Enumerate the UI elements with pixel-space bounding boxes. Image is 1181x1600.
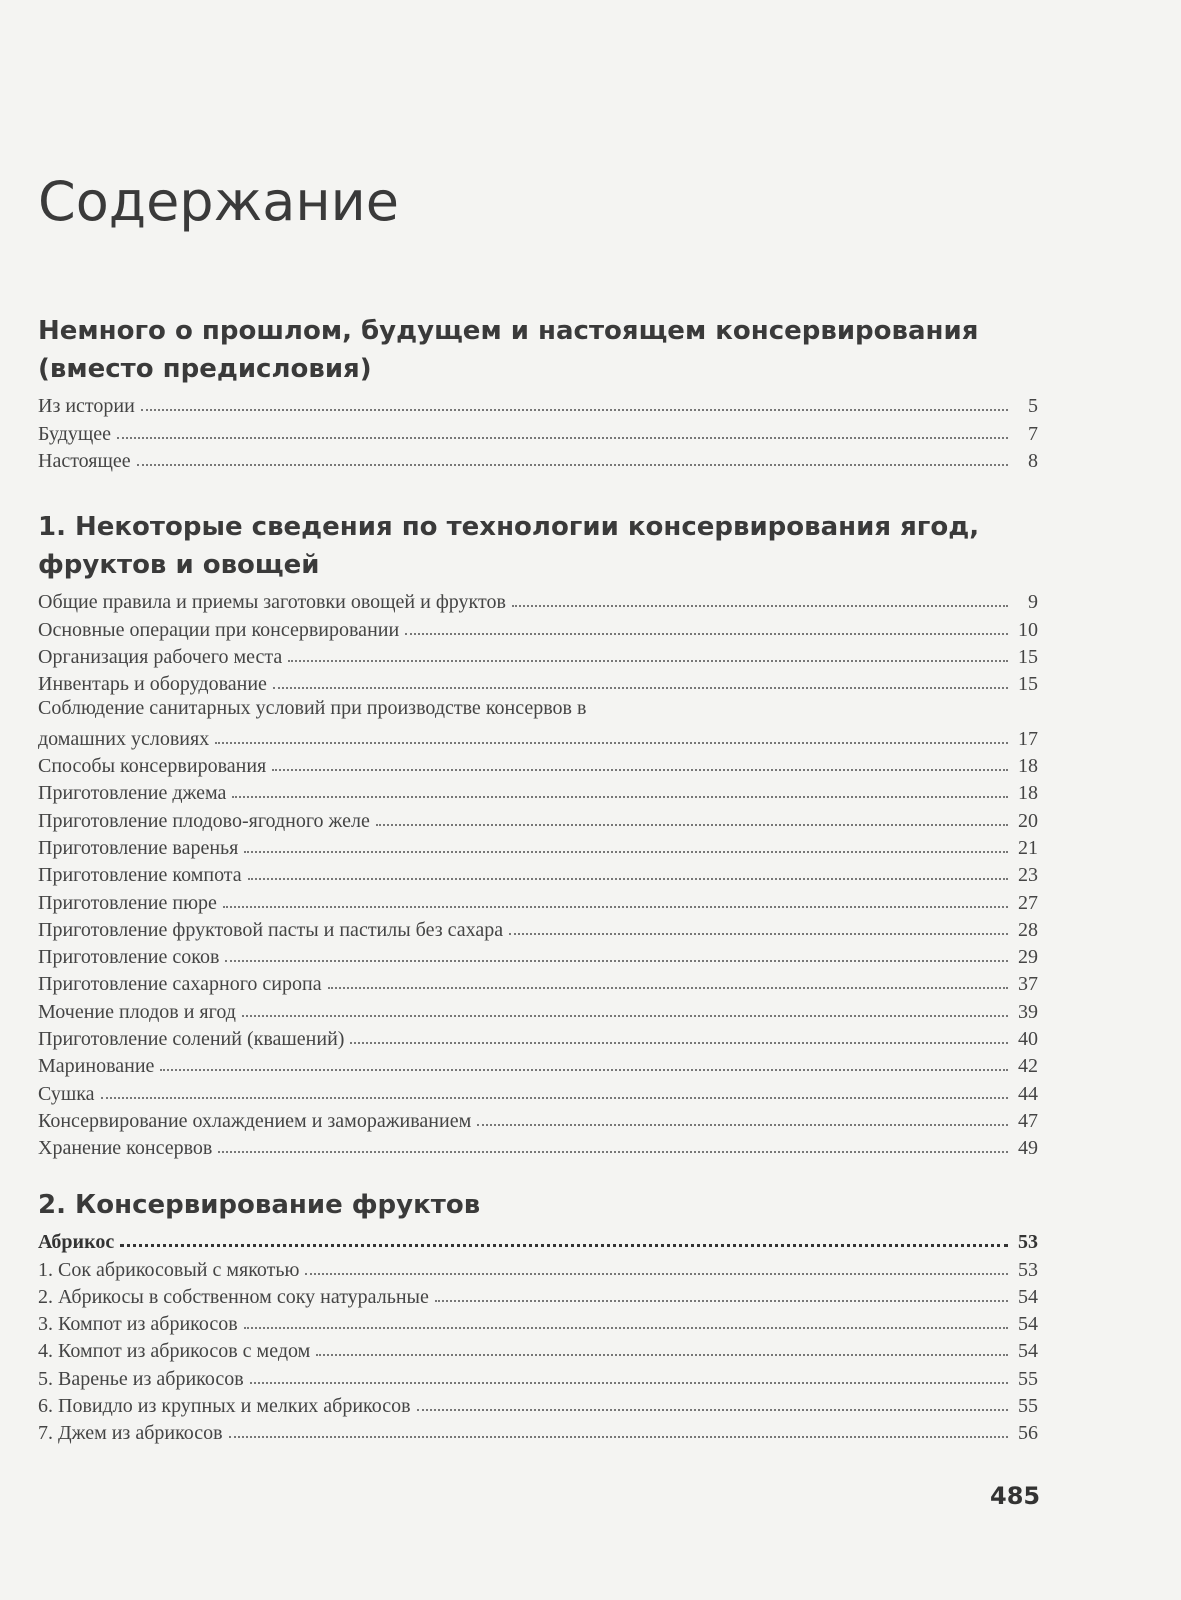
dot-leader <box>101 1097 1008 1099</box>
section-heading <box>38 1186 1038 1224</box>
toc-entries <box>38 1226 1038 1444</box>
toc-entry[interactable] <box>38 886 1038 913</box>
toc-entry-title: Организация рабочего места <box>38 645 283 668</box>
dot-leader <box>350 1042 1008 1044</box>
toc-entry[interactable] <box>38 750 1038 777</box>
toc-entry[interactable] <box>38 777 1038 804</box>
toc-entry-page: 5 <box>1028 395 1038 418</box>
dot-leader <box>120 1244 1008 1247</box>
toc-entry-title: Консервирование охлаждением и замораживанием <box>38 1109 472 1132</box>
dot-leader <box>305 1273 1008 1275</box>
dot-leader <box>435 1300 1008 1302</box>
toc-entry[interactable] <box>38 417 1038 444</box>
toc-entry-line <box>38 722 1038 749</box>
toc-entry-page: 29 <box>1018 946 1038 969</box>
toc-section-2 <box>38 1186 1038 1444</box>
toc-entry[interactable] <box>38 1132 1038 1159</box>
toc-entry-title: Соблюдение санитарных условий при производстве консервов в <box>38 697 587 720</box>
toc-entry[interactable] <box>38 1023 1038 1050</box>
toc-entry-page: 20 <box>1018 809 1038 832</box>
page-number: 485 <box>990 1482 1041 1510</box>
dot-leader <box>242 1015 1008 1017</box>
section-heading-line: фруктов и овощей <box>38 550 320 580</box>
section-heading-line: 2. Консервирование фруктов <box>38 1190 481 1220</box>
toc-entry-page: 10 <box>1018 618 1038 641</box>
dot-leader <box>328 987 1008 989</box>
dot-leader <box>250 1382 1008 1384</box>
toc-entry-page: 37 <box>1018 973 1038 996</box>
toc-entry-page: 21 <box>1018 836 1038 859</box>
toc-entry[interactable] <box>38 1105 1038 1132</box>
toc-entry-title: Приготовление компота <box>38 864 242 887</box>
toc-entry-page: 17 <box>1018 727 1038 750</box>
dot-leader <box>248 878 1008 880</box>
dot-leader <box>512 605 1008 607</box>
dot-leader <box>137 464 1008 466</box>
toc-entry[interactable] <box>38 1050 1038 1077</box>
toc-entry-title: Приготовление пюре <box>38 891 217 914</box>
toc-entry-title: Настоящее <box>38 449 131 472</box>
dot-leader <box>477 1124 1008 1126</box>
page-title: Содержание <box>38 170 399 233</box>
toc-entry[interactable] <box>38 1308 1038 1335</box>
section-heading-line: Немного о прошлом, будущем и настоящем консервирования <box>38 316 979 346</box>
toc-entry[interactable] <box>38 1253 1038 1280</box>
dot-leader <box>417 1409 1008 1411</box>
toc-entry-page: 39 <box>1018 1000 1038 1023</box>
toc-entry-page: 54 <box>1018 1285 1038 1308</box>
toc-entry[interactable] <box>38 641 1038 668</box>
toc-entry-title: 7. Джем из абрикосов <box>38 1422 223 1445</box>
toc-entry[interactable] <box>38 586 1038 613</box>
toc-entry-title: Приготовление плодово-ягодного желе <box>38 809 370 832</box>
toc-entry[interactable] <box>38 941 1038 968</box>
section-heading <box>38 312 1038 388</box>
toc-entry[interactable] <box>38 914 1038 941</box>
toc-entry-page: 55 <box>1018 1367 1038 1390</box>
dot-leader <box>215 742 1008 744</box>
toc-entry[interactable] <box>38 668 1038 695</box>
dot-leader <box>244 1327 1008 1329</box>
toc-entry[interactable] <box>38 1390 1038 1417</box>
toc-section-preface <box>38 312 1038 472</box>
toc-entry-title: Сушка <box>38 1082 95 1105</box>
toc-entry-title: 4. Компот из абрикосов с медом <box>38 1340 311 1363</box>
toc-entry-page: 18 <box>1018 755 1038 778</box>
toc-entry-page: 28 <box>1018 918 1038 941</box>
toc-entry-title: 2. Абрикосы в собственном соку натуральные <box>38 1285 429 1308</box>
toc-entry-title: Маринование <box>38 1055 155 1078</box>
toc-entry-page: 44 <box>1018 1082 1038 1105</box>
dot-leader <box>232 796 1008 798</box>
toc-entry-title: Приготовление солений (квашений) <box>38 1028 345 1051</box>
toc-entry-page: 54 <box>1018 1340 1038 1363</box>
toc-entry-title: Абрикос <box>38 1231 115 1254</box>
dot-leader <box>160 1069 1008 1071</box>
toc-entry-page: 15 <box>1018 673 1038 696</box>
toc-entry-title: Основные операции при консервировании <box>38 618 400 641</box>
toc-entry-page: 53 <box>1018 1258 1038 1281</box>
toc-entries <box>38 390 1038 472</box>
dot-leader <box>223 906 1008 908</box>
dot-leader <box>288 660 1008 662</box>
dot-leader <box>273 687 1008 689</box>
dot-leader <box>509 933 1008 935</box>
toc-entry-page: 54 <box>1018 1313 1038 1336</box>
toc-entry-page: 8 <box>1028 449 1038 472</box>
toc-entry-page: 27 <box>1018 891 1038 914</box>
toc-entry-title: Из истории <box>38 395 135 418</box>
dot-leader <box>218 1151 1008 1153</box>
toc-entry-title: Приготовление джема <box>38 782 227 805</box>
toc-entry-title: Способы консервирования <box>38 755 267 778</box>
section-heading <box>38 508 1038 584</box>
toc-entry[interactable] <box>38 995 1038 1022</box>
toc-entry-title: 6. Повидло из крупных и мелких абрикосов <box>38 1395 411 1418</box>
toc-entries <box>38 586 1038 1159</box>
toc-entry-page: 23 <box>1018 864 1038 887</box>
toc-entry-title: Будущее <box>38 422 112 445</box>
toc-entry[interactable] <box>38 1077 1038 1104</box>
toc-entry-page: 42 <box>1018 1055 1038 1078</box>
toc-entry[interactable] <box>38 1335 1038 1362</box>
toc-entry-page: 7 <box>1028 422 1038 445</box>
toc-entry-title: 3. Компот из абрикосов <box>38 1313 238 1336</box>
toc-entry-title: 1. Сок абрикосовый с мякотью <box>38 1258 300 1281</box>
toc-entry[interactable] <box>38 859 1038 886</box>
toc-entry-page: 55 <box>1018 1395 1038 1418</box>
dot-leader <box>225 960 1008 962</box>
toc-entry[interactable] <box>38 1362 1038 1389</box>
toc-entry[interactable] <box>38 1417 1038 1444</box>
toc-entry-title: Приготовление соков <box>38 946 220 969</box>
toc-entry[interactable] <box>38 968 1038 995</box>
toc-entry-title: 5. Варенье из абрикосов <box>38 1367 244 1390</box>
toc-entry-title: Приготовление фруктовой пасты и пастилы без сахара <box>38 918 504 941</box>
section-heading-line: (вместо предисловия) <box>38 354 372 384</box>
dot-leader <box>316 1354 1008 1356</box>
dot-leader <box>244 851 1008 853</box>
toc-entry-page: 15 <box>1018 645 1038 668</box>
toc-entry-page: 40 <box>1018 1028 1038 1051</box>
dot-leader <box>376 824 1008 826</box>
toc-section-1 <box>38 508 1038 1159</box>
toc-entry-title: Мочение плодов и ягод <box>38 1000 236 1023</box>
toc-entry-subheading[interactable] <box>38 1226 1038 1253</box>
toc-entry-page: 49 <box>1018 1137 1038 1160</box>
dot-leader <box>405 633 1008 635</box>
toc-entry[interactable] <box>38 390 1038 417</box>
toc-entry-title-cont: домашних условиях <box>38 727 210 750</box>
toc-entry[interactable] <box>38 832 1038 859</box>
toc-entry-title: Приготовление варенья <box>38 836 239 859</box>
dot-leader <box>272 769 1008 771</box>
toc-entry-page: 56 <box>1018 1422 1038 1445</box>
toc-entry[interactable] <box>38 445 1038 472</box>
toc-entry-title: Хранение консервов <box>38 1137 213 1160</box>
toc-entry-title: Приготовление сахарного сиропа <box>38 973 322 996</box>
dot-leader <box>117 437 1008 439</box>
toc-entry[interactable] <box>38 613 1038 640</box>
dot-leader <box>141 409 1008 411</box>
section-heading-line: 1. Некоторые сведения по технологии консервирования ягод, <box>38 512 980 542</box>
toc-entry-page: 47 <box>1018 1109 1038 1132</box>
toc-entry-title: Инвентарь и оборудование <box>38 673 267 696</box>
toc-entry-page: 9 <box>1028 591 1038 614</box>
toc-entry-title: Общие правила и приемы заготовки овощей и фруктов <box>38 591 506 614</box>
dot-leader <box>229 1436 1008 1438</box>
toc-entry-page: 18 <box>1018 782 1038 805</box>
toc-entry[interactable] <box>38 1281 1038 1308</box>
toc-entry-page: 53 <box>1018 1231 1038 1254</box>
toc-entry[interactable] <box>38 695 1038 750</box>
toc-entry[interactable] <box>38 804 1038 831</box>
